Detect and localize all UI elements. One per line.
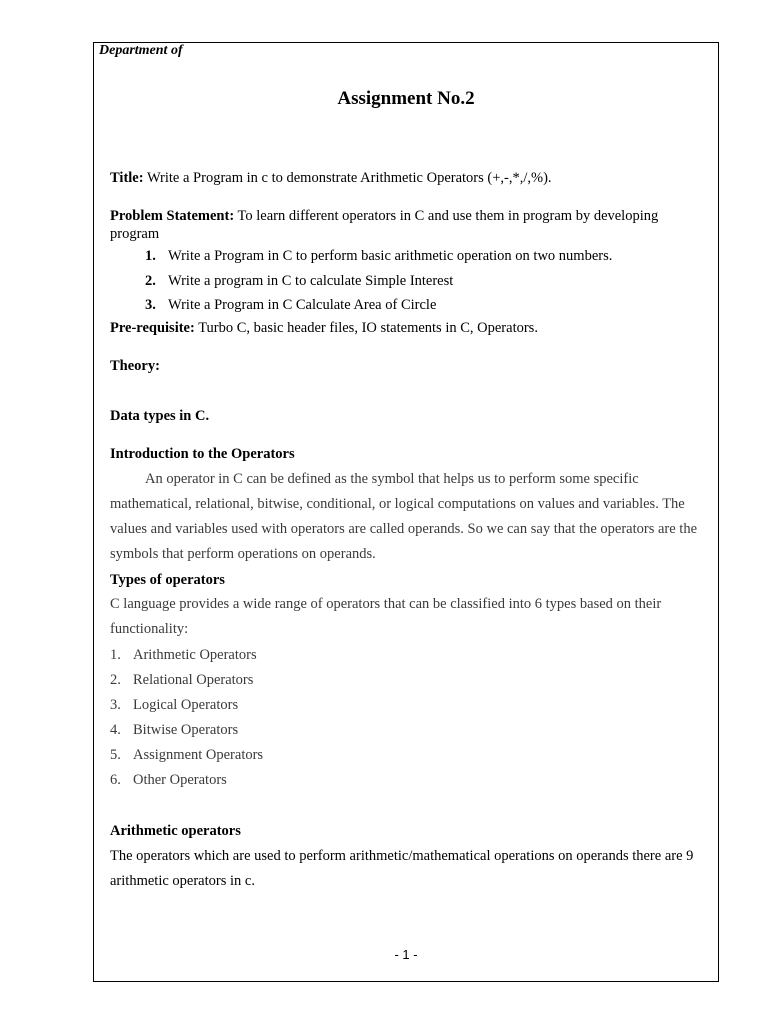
item-text: Assignment Operators bbox=[133, 747, 264, 763]
item-number: 3. bbox=[110, 697, 121, 713]
operator-type-item bbox=[110, 747, 263, 764]
task-text: Write a Program in C Calculate Area of Circle bbox=[168, 297, 437, 313]
item-text: Arithmetic Operators bbox=[133, 647, 257, 663]
intro-text: An operator in C can be defined as the symbol that helps us to perform some specific mathematical, relational, bitwise, conditional, or logical computations on values and variables. The values and variables used with operators are called operands. So we can say that the operators are the symbols that perform operations on operands. bbox=[110, 471, 698, 562]
item-text: Bitwise Operators bbox=[133, 722, 239, 738]
prerequisite-line bbox=[110, 320, 538, 337]
item-text: Relational Operators bbox=[133, 672, 254, 688]
problem-text: To learn different operators in C and use them in program by developing program bbox=[110, 208, 659, 242]
item-number: 6. bbox=[110, 772, 121, 788]
operator-type-item bbox=[110, 647, 257, 664]
datatypes-heading: Data types in C. bbox=[110, 408, 210, 424]
task-text: Write a program in C to calculate Simple Interest bbox=[168, 273, 454, 289]
types-paragraph: C language provides a wide range of operators that can be classified into 6 types based on their functionality: bbox=[110, 596, 662, 637]
problem-statement bbox=[110, 207, 710, 243]
intro-paragraph bbox=[110, 467, 712, 567]
item-number: 1. bbox=[110, 647, 121, 663]
prereq-text: Turbo C, basic header files, IO statements in C, Operators. bbox=[198, 320, 538, 336]
arithmetic-paragraph: The operators which are used to perform arithmetic/mathematical operations on operands there are 9 arithmetic operators in c. bbox=[110, 848, 694, 889]
intro-heading: Introduction to the Operators bbox=[110, 446, 295, 462]
operator-type-item bbox=[110, 697, 238, 714]
prereq-label: Pre-requisite: bbox=[110, 320, 195, 336]
item-number: 4. bbox=[110, 722, 121, 738]
task-item-2 bbox=[145, 273, 453, 290]
task-number: 2. bbox=[145, 273, 156, 289]
problem-label: Problem Statement: bbox=[110, 208, 235, 224]
operator-type-item bbox=[110, 672, 253, 689]
item-text: Logical Operators bbox=[133, 697, 239, 713]
task-item-1 bbox=[145, 248, 612, 265]
task-number: 3. bbox=[145, 297, 156, 313]
page-number: - 1 - bbox=[394, 947, 418, 962]
task-number: 1. bbox=[145, 248, 156, 264]
title-label: Title: bbox=[110, 170, 144, 186]
operator-type-item bbox=[110, 722, 238, 739]
operator-type-item bbox=[110, 772, 227, 789]
theory-heading: Theory: bbox=[110, 358, 160, 374]
types-heading: Types of operators bbox=[110, 572, 225, 588]
task-item-3 bbox=[145, 297, 436, 314]
title-text: Write a Program in c to demonstrate Arithmetic Operators (+,-,*,/,%). bbox=[146, 170, 552, 186]
item-number: 2. bbox=[110, 672, 121, 688]
task-text: Write a Program in C to perform basic arithmetic operation on two numbers. bbox=[168, 248, 613, 264]
item-number: 5. bbox=[110, 747, 121, 763]
item-text: Other Operators bbox=[133, 772, 227, 788]
arithmetic-heading: Arithmetic operators bbox=[110, 823, 241, 839]
department-header: Department of bbox=[99, 43, 183, 58]
assignment-heading: Assignment No.2 bbox=[337, 88, 475, 109]
title-line bbox=[110, 170, 552, 187]
